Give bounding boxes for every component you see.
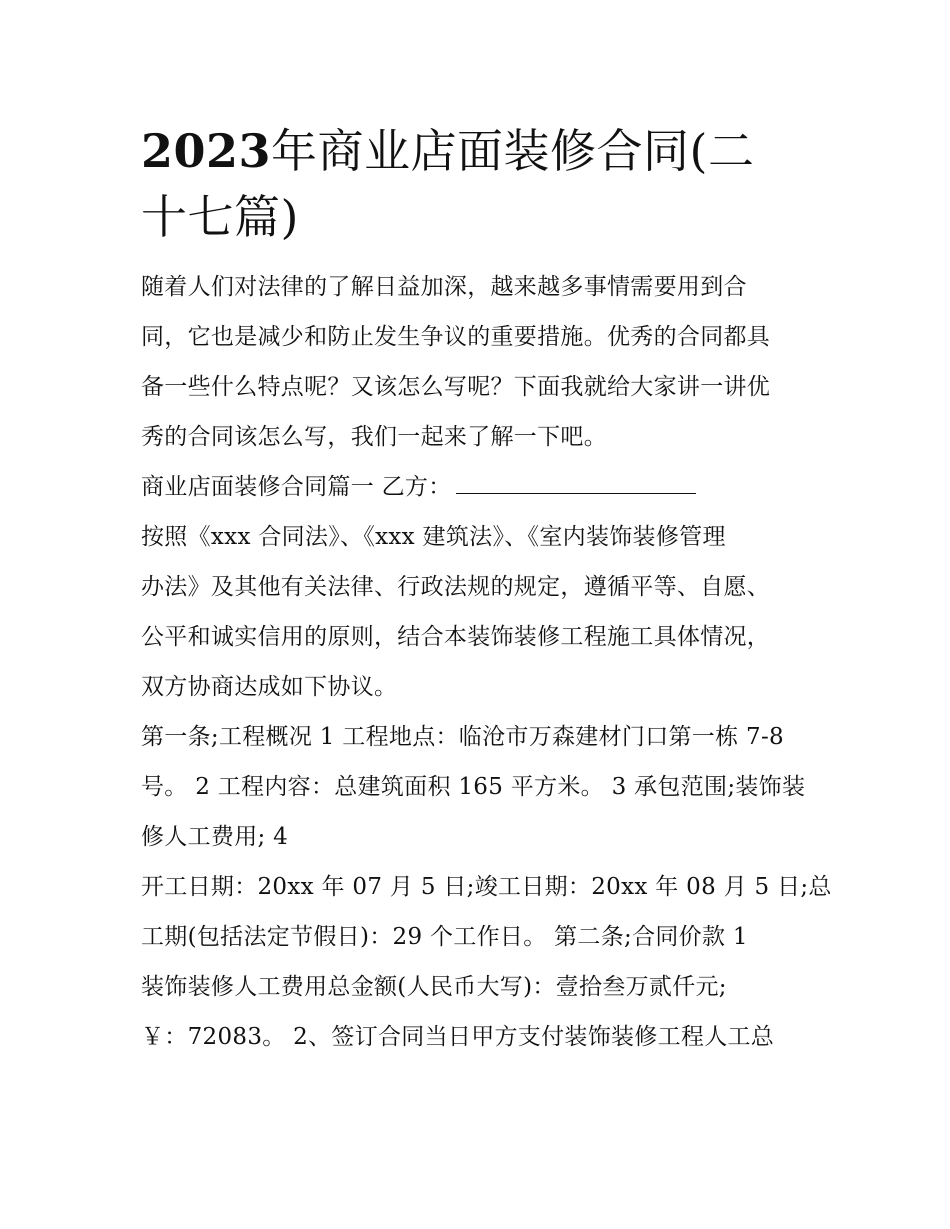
title-line-2: 十七篇)	[141, 190, 299, 244]
body-line: 修人工费用; 4	[141, 824, 289, 850]
title-year: 2023	[141, 124, 272, 178]
title-line-1	[141, 118, 821, 184]
intro-paragraph	[141, 262, 821, 462]
intro-line: 随着人们对法律的了解日益加深，越来越多事情需要用到合	[141, 274, 747, 300]
body-line: 办法》及其他有关法律、行政法规的规定，遵循平等、自愿、	[141, 574, 771, 600]
body-line: 工期(包括法定节假日)：29 个工作日。 第二条;合同价款 1	[141, 924, 748, 950]
intro-line: 备一些什么特点呢？又该怎么写呢？下面我就给大家讲一讲优	[141, 374, 771, 400]
body-line: 双方协商达成如下协议。	[141, 674, 398, 700]
body-line: 公平和诚实信用的原则，结合本装饰装修工程施工具体情况，	[141, 624, 771, 650]
document-title	[141, 118, 821, 250]
body-line: 开工日期：20xx 年 07 月 5 日;竣工日期：20xx 年 08 月 5 日;总	[141, 874, 832, 900]
body-line: 第一条;工程概况 1 工程地点：临沧市万森建材门口第一栋 7-8	[141, 724, 784, 750]
party-b-blank-line	[456, 473, 696, 494]
intro-line: 秀的合同该怎么写，我们一起来了解一下吧。	[141, 424, 607, 450]
intro-line: 同，它也是减少和防止发生争议的重要措施。优秀的合同都具	[141, 324, 771, 350]
body-line: 号。 2 工程内容：总建筑面积 165 平方米。 3 承包范围;装饰装	[141, 774, 806, 800]
contract-body	[141, 512, 832, 1062]
section-heading-text: 商业店面装修合同篇一 乙方：	[141, 474, 452, 500]
document-page	[141, 118, 832, 1062]
section-heading	[141, 462, 821, 512]
body-line: 装饰装修人工费用总金额(人民币大写)：壹拾叁万贰仟元;	[141, 974, 727, 1000]
body-line: ￥：72083。 2、签订合同当日甲方支付装饰装修工程人工总	[141, 1024, 775, 1050]
body-line: 按照《xxx 合同法》、《xxx 建筑法》、《室内装饰装修管理	[141, 524, 726, 550]
title-text: 年商业店面装修合同(二	[271, 124, 755, 178]
